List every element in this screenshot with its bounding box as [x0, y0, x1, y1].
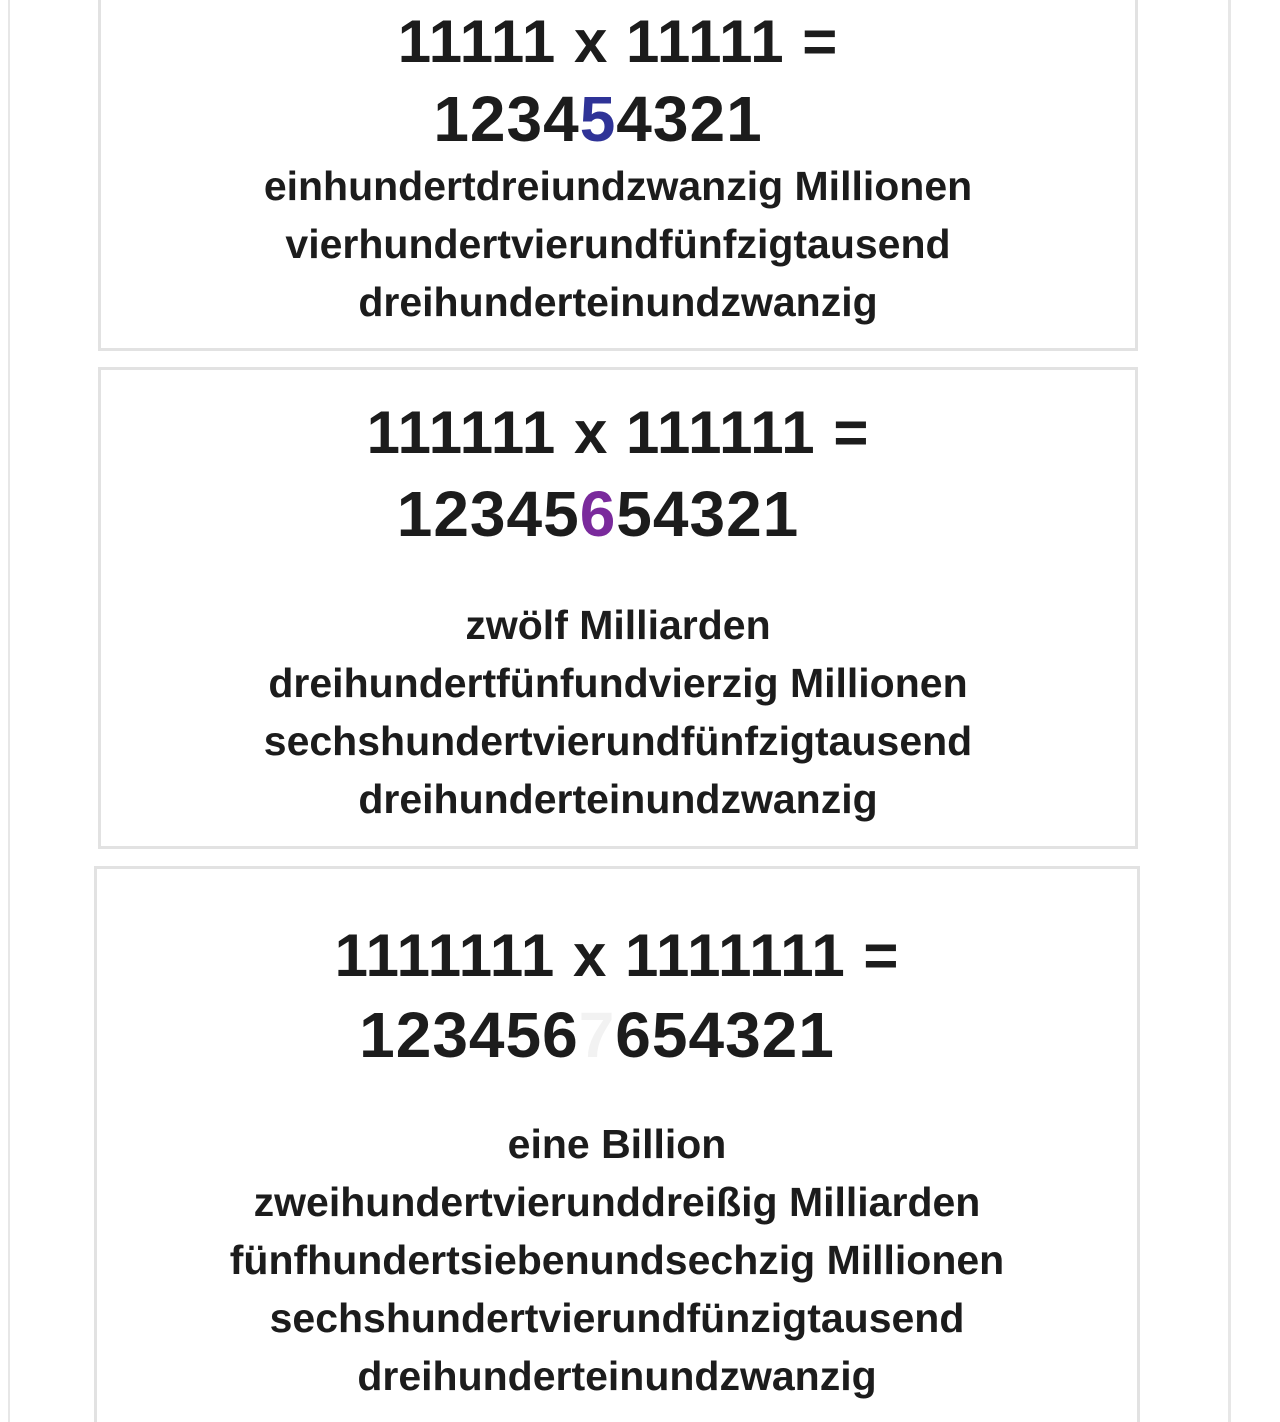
- number-in-words: [97, 1115, 1137, 1405]
- words-line: dreihunderteinundzwanzig: [358, 776, 878, 822]
- equation: 11111 x 11111 =: [397, 8, 839, 75]
- words-line: eine Billion: [507, 1121, 727, 1167]
- multiplication-card-7: [94, 866, 1140, 1422]
- words-line: fünfhundertsiebenundsechzig Millionen: [229, 1237, 1005, 1283]
- page-frame-left: [8, 0, 10, 1422]
- result-prefix: 123456: [359, 999, 579, 1071]
- result-suffix: 4321: [616, 83, 763, 155]
- result-prefix: 1234: [433, 83, 580, 155]
- multiplication-card-5: [98, 0, 1138, 351]
- words-line: sechshundertvierundfünfzigtausend: [263, 718, 973, 764]
- words-line: zwölf Milliarden: [465, 602, 771, 648]
- result-middle-digit: 5: [579, 83, 617, 155]
- number-in-words: [101, 157, 1135, 331]
- result-prefix: 12345: [396, 478, 580, 550]
- result: [77, 997, 1117, 1073]
- words-line: einhundertdreiundzwanzig Millionen: [263, 163, 973, 209]
- words-line: sechshundertvierundfünzigtausend: [269, 1295, 965, 1341]
- equation: 1111111 x 1111111 =: [334, 922, 900, 989]
- words-line: dreihunderteinundzwanzig: [358, 279, 878, 325]
- multiplication-card-6: [98, 367, 1138, 849]
- words-line: dreihunderteinundzwanzig: [357, 1353, 877, 1399]
- result: [81, 476, 1115, 552]
- equation: 111111 x 111111 =: [366, 399, 870, 466]
- number-in-words: [101, 596, 1135, 828]
- result: [81, 81, 1115, 157]
- words-line: zweihundertvierunddreißig Milliarden: [253, 1179, 981, 1225]
- page-frame-right: [1228, 0, 1231, 1422]
- words-line: vierhundertvierundfünfzigtausend: [285, 221, 951, 267]
- result-suffix: 54321: [616, 478, 800, 550]
- words-line: dreihundertfünfundvierzig Millionen: [268, 660, 968, 706]
- result-middle-digit: 7: [578, 999, 616, 1071]
- result-suffix: 654321: [615, 999, 835, 1071]
- result-middle-digit: 6: [579, 478, 617, 550]
